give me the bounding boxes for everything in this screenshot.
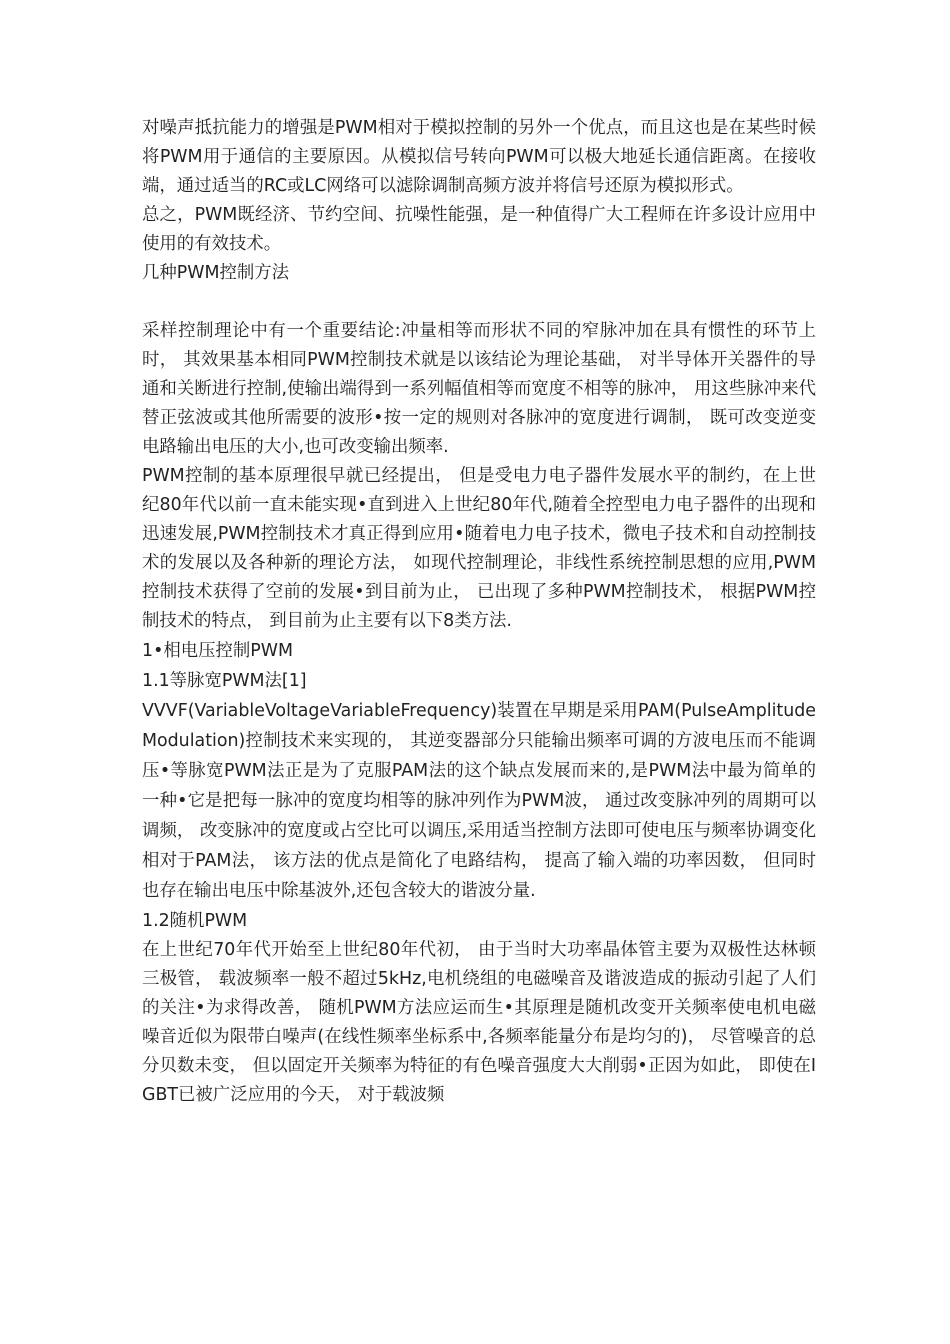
document-body [142,114,816,1110]
paragraph-random-pwm: 在上世纪70年代开始至上世纪80年代初， 由于当时大功率晶体管主要为双极性达林顿三极管， 载波频率一般不超过5kHz,电机绕组的电磁噪音及谐波造成的振动引起了人们的关注•为求得改善， 随机PWM方法应运而生•其原理是随机改变开关频率使电机电磁噪音近似为限带白噪声(在线性频率坐标系中,各频率能量分布是均匀的)， 尽管噪音的总分贝数未变， 但以固定开关频率为特征的有色噪音强度大大削弱•正因为如此， 即使在IGBT已被广泛应用的今天， 对于载波频 [142,940,816,1105]
heading-equal-pulse-width-pwm: 1.1等脉宽PWM法[1] [142,671,307,691]
paragraph-summary: 总之，PWM既经济、节约空间、抗噪性能强，是一种值得广大工程师在许多设计应用中使用的有效技术。 [142,205,816,254]
section-heading-pwm-methods: 几种PWM控制方法 [142,263,290,283]
heading-phase-voltage-pwm: 1•相电压控制PWM [142,641,293,661]
paragraph-pwm-history: PWM控制的基本原理很早就已经提出， 但是受电力电子器件发展水平的制约，在上世纪80年代以前一直未能实现•直到进入上世纪80年代,随着全控型电力电子器件的出现和迅速发展,PWM控制技术才真正得到应用•随着电力电子技术，微电子技术和自动控制技术的发展以及各种新的理论方法， 如现代控制理论，非线性系统控制思想的应用,PWM控制技术获得了空前的发展•到目前为止， 已出现了多种PWM控制技术， 根据PWM控制技术的特点， 到目前为止主要有以下8类方法. [142,466,816,631]
paragraph-sampling-theory: 采样控制理论中有一个重要结论:冲量相等而形状不同的窄脉冲加在具有惯性的环节上时， 其效果基本相同PWM控制技术就是以该结论为理论基础， 对半导体开关器件的导通和关断进行控制,使输出端得到一系列幅值相等而宽度不相等的脉冲， 用这些脉冲来代替正弦波或其他所需要的波形•按一定的规则对各脉冲的宽度进行调制， 既可改变逆变电路输出电压的大小,也可改变输出频率. [142,321,816,457]
paragraph-vvvf: VVVF(VariableVoltageVariableFrequency)装置在早期是采用PAM(PulseAmplitudeModulation)控制技术来实现的， 其逆变器部分只能输出频率可调的方波电压而不能调压•等脉宽PWM法正是为了克服PAM法的这个缺点发展而来的,是PWM法中最为简单的一种•它是把每一脉冲的宽度均相等的脉冲列作为PWM波， 通过改变脉冲列的周期可以调频， 改变脉冲的宽度或占空比可以调压,采用适当控制方法即可使电压与频率协调变化相对于PAM法， 该方法的优点是简化了电路结构， 提高了输入端的功率因数， 但同时也存在输出电压中除基波外,还包含较大的谐波分量. [142,701,816,901]
paragraph-noise-immunity: 对噪声抵抗能力的增强是PWM相对于模拟控制的另外一个优点，而且这也是在某些时候将PWM用于通信的主要原因。从模拟信号转向PWM可以极大地延长通信距离。在接收端，通过适当的RC或LC网络可以滤除调制高频方波并将信号还原为模拟形式。 [142,118,816,196]
heading-random-pwm: 1.2随机PWM [142,911,248,931]
